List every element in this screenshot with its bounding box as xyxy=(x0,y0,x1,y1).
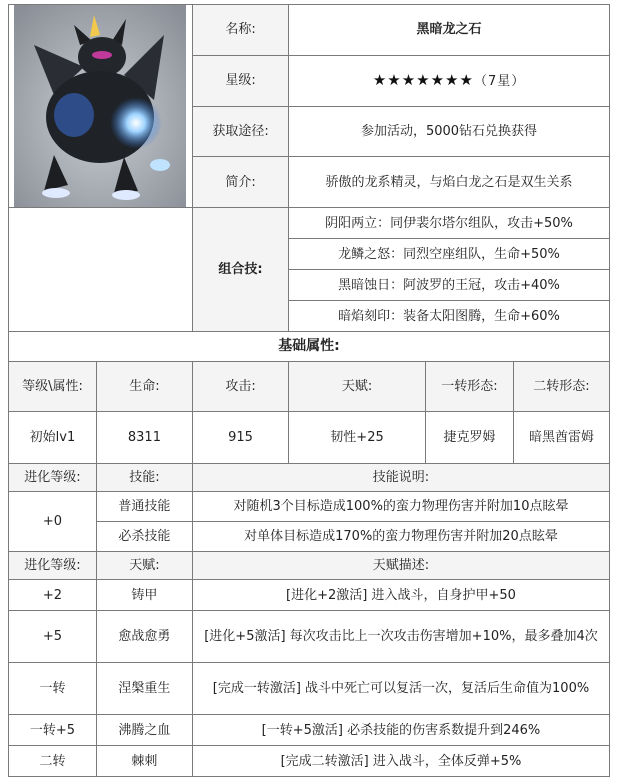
talent-level: +5 xyxy=(9,611,97,663)
base-attributes-title: 基础属性: xyxy=(9,332,610,362)
talent-header-level: 进化等级: xyxy=(9,552,97,580)
talent-name: 愈战愈勇 xyxy=(96,611,192,663)
form-2-name: 暗黑酋雷姆 xyxy=(513,412,609,464)
combo-item: 龙鳞之怒：同烈空座组队，生命+50% xyxy=(289,239,610,270)
talent-level: +2 xyxy=(9,580,97,611)
info-table xyxy=(8,4,610,777)
talent-name: 涅槃重生 xyxy=(96,663,192,715)
skill-desc: 对单体目标造成170%的蛮力物理伤害并附加20点眩晕 xyxy=(192,522,609,552)
talent-desc: [完成一转激活] 战斗中死亡可以复活一次，复活后生命值为100% xyxy=(192,663,609,715)
combo-item: 黑暗蚀日：阿波罗的王冠，攻击+40% xyxy=(289,270,610,301)
base-hp: 8311 xyxy=(96,412,192,464)
base-talent: 韧性+25 xyxy=(289,412,426,464)
header-hp: 生命: xyxy=(96,362,192,412)
intro-label: 简介: xyxy=(192,157,288,208)
form-1-name: 捷克罗姆 xyxy=(426,412,514,464)
star-label: 星级: xyxy=(192,55,288,106)
talent-level: 二转 xyxy=(9,746,97,777)
base-level: 初始lv1 xyxy=(9,412,97,464)
pokemon-name: 黑暗龙之石 xyxy=(289,5,610,56)
talent-header-name: 天赋: xyxy=(96,552,192,580)
talent-name: 棘刺 xyxy=(96,746,192,777)
skill-header-name: 技能: xyxy=(96,464,192,492)
talent-level: 一转+5 xyxy=(9,715,97,746)
star-text: （7星） xyxy=(473,73,526,89)
header-form-2: 二转形态: xyxy=(513,362,609,412)
talent-header-desc: 天赋描述: xyxy=(192,552,609,580)
talent-desc: [进化+2激活] 进入战斗，自身护甲+50 xyxy=(192,580,609,611)
header-talent: 天赋: xyxy=(289,362,426,412)
skill-name: 普通技能 xyxy=(96,492,192,522)
pokemon-info-sheet xyxy=(8,4,610,769)
talent-desc: [完成二转激活] 进入战斗，全体反弹+5% xyxy=(192,746,609,777)
star-rating xyxy=(289,55,610,106)
star-icons: ★★★★★★★ xyxy=(372,70,474,89)
base-attack: 915 xyxy=(192,412,288,464)
talent-name: 铸甲 xyxy=(96,580,192,611)
talent-desc: [一转+5激活] 必杀技能的伤害系数提升到246% xyxy=(192,715,609,746)
talent-desc: [进化+5激活] 每次攻击比上一次攻击伤害增加+10%，最多叠加4次 xyxy=(192,611,609,663)
skill-header-desc: 技能说明: xyxy=(192,464,609,492)
name-label: 名称: xyxy=(192,5,288,56)
pokemon-image xyxy=(14,5,186,207)
header-level: 等级\属性: xyxy=(9,362,97,412)
skill-desc: 对随机3个目标造成100%的蛮力物理伤害并附加10点眩晕 xyxy=(192,492,609,522)
skill-header-level: 进化等级: xyxy=(9,464,97,492)
talent-level: 一转 xyxy=(9,663,97,715)
skill-name: 必杀技能 xyxy=(96,522,192,552)
combo-item: 阴阳两立：同伊裴尔塔尔组队，攻击+50% xyxy=(289,208,610,239)
obtain-label: 获取途径: xyxy=(192,106,288,157)
combo-label: 组合技: xyxy=(192,208,288,332)
combo-item: 暗焰刻印：装备太阳图腾，生命+60% xyxy=(289,301,610,332)
intro-text: 骄傲的龙系精灵，与焰白龙之石是双生关系 xyxy=(289,157,610,208)
header-attack: 攻击: xyxy=(192,362,288,412)
pokemon-image-cell xyxy=(9,5,193,208)
talent-name: 沸腾之血 xyxy=(96,715,192,746)
obtain-method: 参加活动，5000钻石兑换获得 xyxy=(289,106,610,157)
combo-empty-cell xyxy=(9,208,193,332)
skill-level: +0 xyxy=(9,492,97,552)
header-form-1: 一转形态: xyxy=(426,362,514,412)
